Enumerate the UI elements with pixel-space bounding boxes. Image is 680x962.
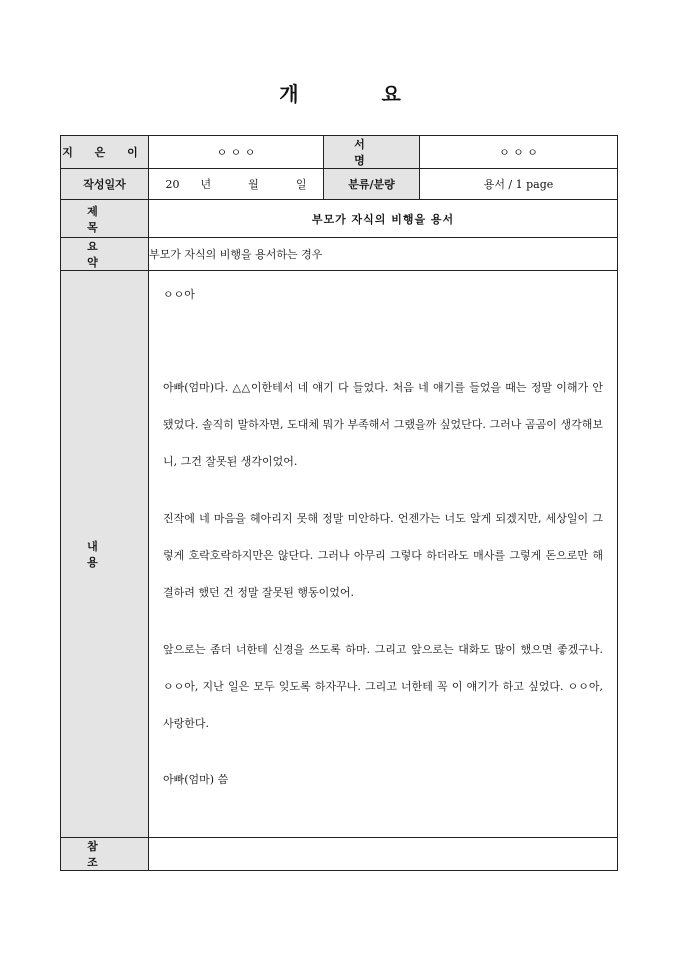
reference-label: 참 조 <box>61 838 149 871</box>
summary-value: 부모가 자식의 비행을 용서하는 경우 <box>149 238 618 271</box>
signature-value: ㅇ ㅇ ㅇ <box>420 136 618 169</box>
content-greeting: ㅇㅇ아 <box>163 288 195 301</box>
summary-label: 요 약 <box>61 238 149 271</box>
content-label: 내 용 <box>61 271 149 838</box>
author-label: 지 은 이 <box>61 136 149 169</box>
reference-row <box>61 838 618 871</box>
content-paragraph: 앞으로는 좀더 너한테 신경을 쓰도록 하마. 그리고 앞으로는 대화도 많이 했으면 좋겠구나. ㅇㅇ아, 지난 일은 모두 잊도록 하자꾸나. 그리고 너한테 꼭 이 얘기가 하고 싶었다. ㅇㅇ아, 사랑한다. <box>163 643 603 730</box>
date-year: 년 <box>200 178 212 191</box>
subject-row <box>61 200 618 238</box>
content-body <box>149 271 618 838</box>
content-row <box>61 271 618 838</box>
author-row <box>61 136 618 169</box>
category-label: 분류/분량 <box>324 169 420 200</box>
date-year-prefix: 20 <box>165 178 180 191</box>
author-value: ㅇ ㅇ ㅇ <box>149 136 324 169</box>
content-paragraph: 아빠(엄마)다. △△이한테서 네 얘기 다 들었다. 처음 네 얘기를 들었을 때는 정말 이해가 안 됐었다. 솔직히 말하자면, 도대체 뭐가 부족해서 그랬을까 싶었단다. 그러나 곰곰이 생각해보니, 그건 잘못된 생각이었어. <box>163 381 603 468</box>
reference-value <box>149 838 618 871</box>
page-title: 개 요 <box>279 82 439 106</box>
summary-row <box>61 238 618 271</box>
content-signoff: 아빠(엄마) 씀 <box>163 773 229 786</box>
subject-label: 제 목 <box>61 200 149 238</box>
date-row <box>61 169 618 200</box>
date-day: 일 <box>295 178 307 191</box>
date-month: 월 <box>248 178 259 191</box>
summary-table <box>60 135 618 871</box>
date-value <box>149 169 324 200</box>
category-value: 용서 / 1 page <box>420 169 618 200</box>
subject-value: 부모가 자식의 비행을 용서 <box>149 200 618 238</box>
content-paragraph: 진작에 네 마음을 헤아리지 못해 정말 미안하다. 언젠가는 너도 알게 되겠지만, 세상일이 그렇게 호락호락하지만은 않단다. 그러나 아무리 그렇다 하더라도 매사를 그렇게 돈으로만 해결하려 했던 건 정말 잘못된 행동이었어. <box>163 512 603 599</box>
signature-label: 서 명 <box>324 136 420 169</box>
date-label: 작성일자 <box>61 169 149 200</box>
